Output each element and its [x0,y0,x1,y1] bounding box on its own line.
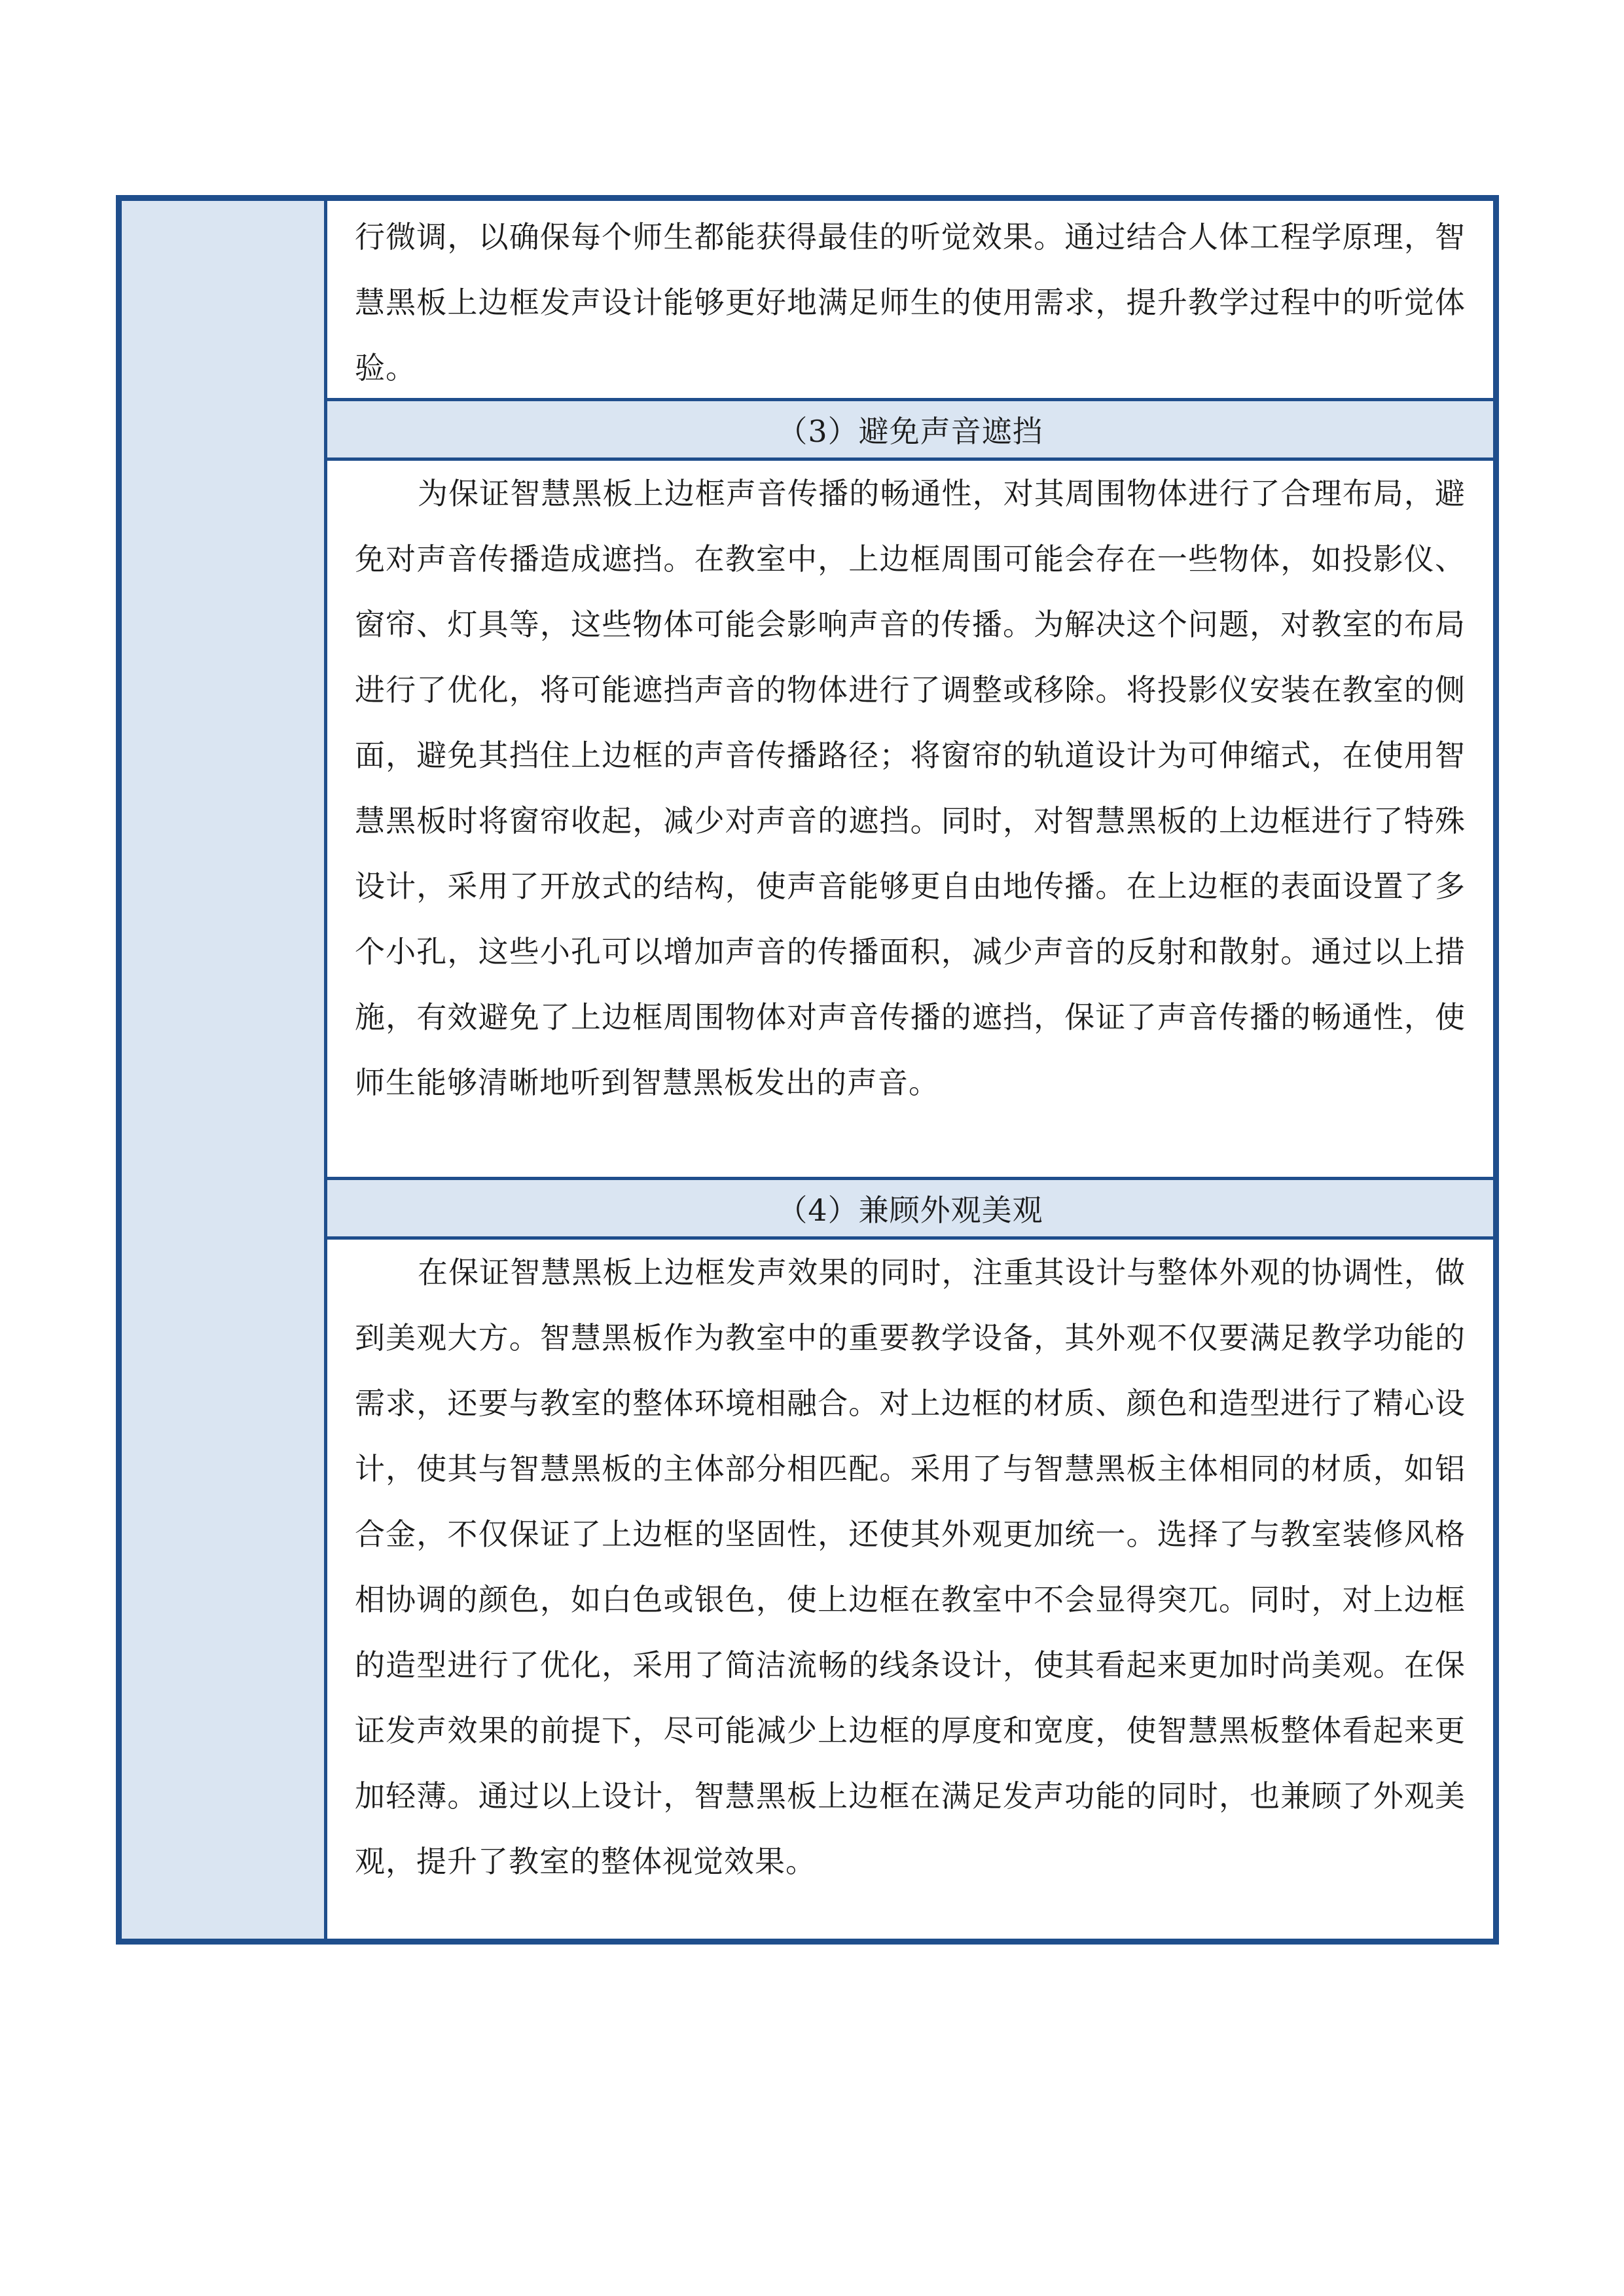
section-paragraph: 在保证智慧黑板上边框发声效果的同时，注重其设计与整体外观的协调性，做到美观大方。智慧黑板作为教室中的重要教学设备，其外观不仅要满足教学功能的需求，还要与教室的整体环境相融合。对上边框的材质、颜色和造型进行了精心设计，使其与智慧黑板的主体部分相匹配。采用了与智慧黑板主体相同的材质，如铝合金，不仅保证了上边框的坚固性，还使其外观更加统一。选择了与教室装修风格相协调的颜色，如白色或银色，使上边框在教室中不会显得突兀。同时，对上边框的造型进行了优化，采用了简洁流畅的线条设计，使其看起来更加时尚美观。在保证发声效果的前提下，尽可能减少上边框的厚度和宽度，使智慧黑板整体看起来更加轻薄。通过以上设计，智慧黑板上边框在满足发声功能的同时，也兼顾了外观美观，提升了教室的整体视觉效果。 [355,1255,1466,1879]
continuation-paragraph: 行微调，以确保每个师生都能获得最佳的听觉效果。通过结合人体工程学原理，智慧黑板上边框发声设计能够更好地满足师生的使用需求，提升教学过程中的听觉体验。 [355,219,1466,386]
section-body-avoid-sound-blocking [327,461,1493,1177]
content-table [116,195,1499,1945]
table-content-column [327,201,1493,1939]
section-heading-appearance [327,1177,1493,1240]
section-body-appearance [327,1240,1493,1939]
continuation-text-cell [327,201,1493,398]
section-heading-avoid-sound-blocking [327,398,1493,461]
table-left-label-column [122,201,327,1939]
section-heading-text: （3）避免声音遮挡 [777,414,1043,449]
section-paragraph: 为保证智慧黑板上边框声音传播的畅通性，对其周围物体进行了合理布局，避免对声音传播造成遮挡。在教室中，上边框周围可能会存在一些物体，如投影仪、窗帘、灯具等，这些物体可能会影响声音的传播。为解决这个问题，对教室的布局进行了优化，将可能遮挡声音的物体进行了调整或移除。将投影仪安装在教室的侧面，避免其挡住上边框的声音传播路径；将窗帘的轨道设计为可伸缩式，在使用智慧黑板时将窗帘收起，减少对声音的遮挡。同时，对智慧黑板的上边框进行了特殊设计，采用了开放式的结构，使声音能够更自由地传播。在上边框的表面设置了多个小孔，这些小孔可以增加声音的传播面积，减少声音的反射和散射。通过以上措施，有效避免了上边框周围物体对声音传播的遮挡，保证了声音传播的畅通性，使师生能够清晰地听到智慧黑板发出的声音。 [355,476,1466,1100]
section-heading-text: （4）兼顾外观美观 [777,1193,1043,1228]
